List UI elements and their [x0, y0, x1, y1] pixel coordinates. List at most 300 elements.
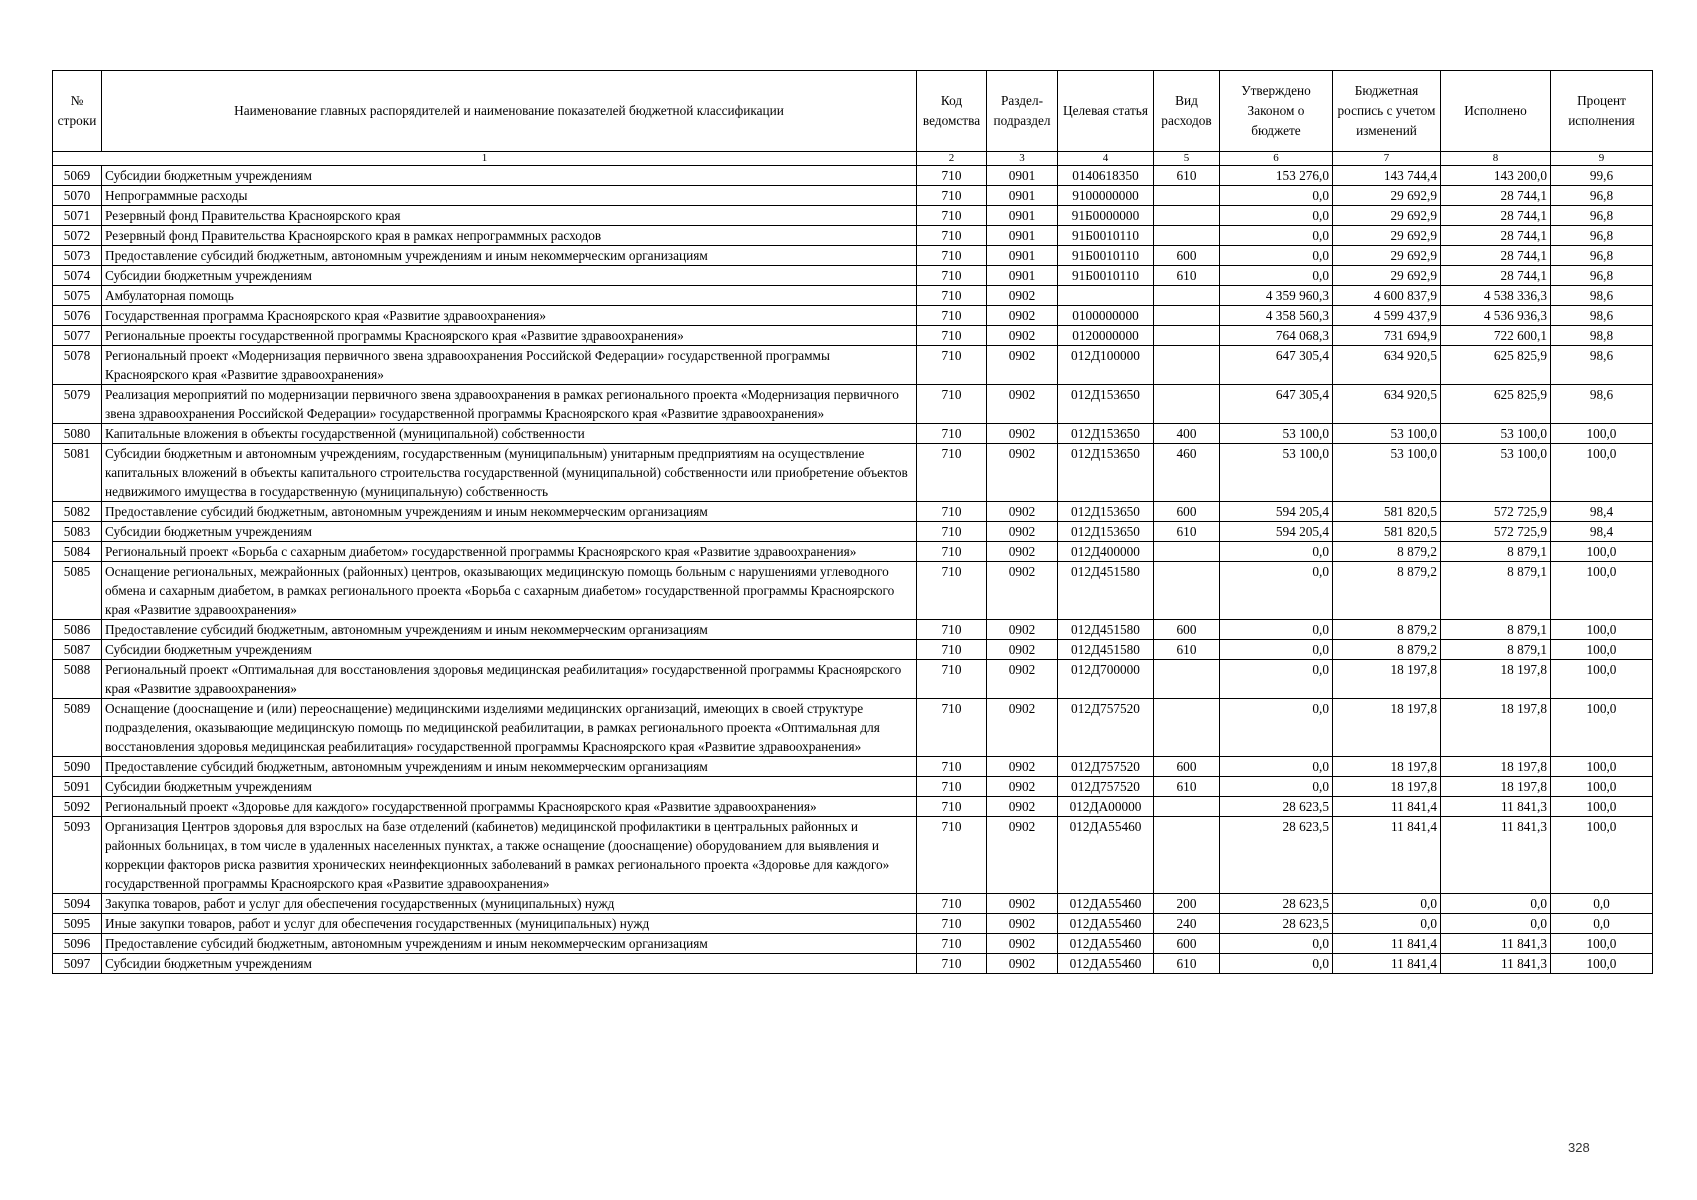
- expense-type: [1154, 326, 1220, 346]
- row-name: Закупка товаров, работ и услуг для обеспечения государственных (муниципальных) нужд: [102, 894, 917, 914]
- col-header-section: Раздел-подраздел: [987, 71, 1058, 152]
- row-name: Непрограммные расходы: [102, 186, 917, 206]
- row-number: 5083: [53, 522, 102, 542]
- approved-amount: 53 100,0: [1220, 424, 1333, 444]
- col-header-expense-type: Вид расходов: [1154, 71, 1220, 152]
- row-number: 5096: [53, 934, 102, 954]
- execution-percent: 98,4: [1551, 502, 1653, 522]
- approved-amount: 0,0: [1220, 777, 1333, 797]
- department-code: 710: [917, 166, 987, 186]
- approved-amount: 4 359 960,3: [1220, 286, 1333, 306]
- target-article: 012ДА00000: [1058, 797, 1154, 817]
- table-row: [53, 914, 1653, 934]
- row-name: Предоставление субсидий бюджетным, автономным учреждениям и иным некоммерческим организациям: [102, 246, 917, 266]
- department-code: 710: [917, 640, 987, 660]
- executed-amount: 11 841,3: [1441, 934, 1551, 954]
- row-name: Организация Центров здоровья для взрослых на базе отделений (кабинетов) медицинской профилактики в центральных районных и районных больницах, в том числе в удаленных населенных пунктах, а также оснащение (дооснащение) оборудованием для выявления и коррекции факторов риска развития хронических неинфекционных заболеваний в рамках регионального проекта «Здоровье для каждого» государственной программы Красноярского края «Развитие здравоохранения»: [102, 817, 917, 894]
- department-code: 710: [917, 385, 987, 424]
- budget-table: [52, 70, 1653, 974]
- table-row: [53, 206, 1653, 226]
- target-article: 0100000000: [1058, 306, 1154, 326]
- department-code: 710: [917, 914, 987, 934]
- approved-amount: 0,0: [1220, 226, 1333, 246]
- executed-amount: 53 100,0: [1441, 424, 1551, 444]
- section-code: 0902: [987, 757, 1058, 777]
- expense-type: 610: [1154, 266, 1220, 286]
- row-number: 5095: [53, 914, 102, 934]
- row-number: 5069: [53, 166, 102, 186]
- row-name: Оснащение (дооснащение и (или) переоснащение) медицинскими изделиями медицинских организаций, имеющих в своей структуре подразделения, оказывающие медицинскую помощь по медицинской реабилитации, в рамках регионального проекта «Оптимальная для восстановления здоровья медицинская реабилитация» государственной программы Красноярского края «Развитие здравоохранения»: [102, 699, 917, 757]
- executed-amount: 18 197,8: [1441, 777, 1551, 797]
- row-name: Субсидии бюджетным учреждениям: [102, 640, 917, 660]
- budget-schedule-amount: 29 692,9: [1333, 246, 1441, 266]
- department-code: 710: [917, 206, 987, 226]
- section-code: 0902: [987, 286, 1058, 306]
- target-article: 0120000000: [1058, 326, 1154, 346]
- row-number: 5070: [53, 186, 102, 206]
- budget-schedule-amount: 581 820,5: [1333, 522, 1441, 542]
- section-code: 0902: [987, 385, 1058, 424]
- expense-type: [1154, 817, 1220, 894]
- approved-amount: 0,0: [1220, 757, 1333, 777]
- department-code: 710: [917, 620, 987, 640]
- expense-type: 600: [1154, 757, 1220, 777]
- execution-percent: 98,6: [1551, 306, 1653, 326]
- table-row: [53, 286, 1653, 306]
- expense-type: 610: [1154, 640, 1220, 660]
- target-article: 012Д451580: [1058, 620, 1154, 640]
- execution-percent: 100,0: [1551, 424, 1653, 444]
- row-name: Резервный фонд Правительства Красноярского края: [102, 206, 917, 226]
- execution-percent: 99,6: [1551, 166, 1653, 186]
- budget-schedule-amount: 29 692,9: [1333, 226, 1441, 246]
- budget-schedule-amount: 0,0: [1333, 894, 1441, 914]
- approved-amount: 0,0: [1220, 934, 1333, 954]
- section-code: 0902: [987, 620, 1058, 640]
- section-code: 0902: [987, 699, 1058, 757]
- approved-amount: 28 623,5: [1220, 797, 1333, 817]
- row-number: 5091: [53, 777, 102, 797]
- row-name: Субсидии бюджетным учреждениям: [102, 266, 917, 286]
- target-article: 012ДА55460: [1058, 817, 1154, 894]
- target-article: 012Д757520: [1058, 777, 1154, 797]
- target-article: 012Д757520: [1058, 757, 1154, 777]
- row-number: 5089: [53, 699, 102, 757]
- expense-type: 240: [1154, 914, 1220, 934]
- expense-type: 460: [1154, 444, 1220, 502]
- table-row: [53, 424, 1653, 444]
- executed-amount: 8 879,1: [1441, 542, 1551, 562]
- budget-schedule-amount: 634 920,5: [1333, 346, 1441, 385]
- section-code: 0902: [987, 777, 1058, 797]
- execution-percent: 100,0: [1551, 797, 1653, 817]
- execution-percent: 100,0: [1551, 757, 1653, 777]
- executed-amount: 0,0: [1441, 914, 1551, 934]
- expense-type: [1154, 186, 1220, 206]
- approved-amount: 0,0: [1220, 246, 1333, 266]
- execution-percent: 96,8: [1551, 266, 1653, 286]
- section-code: 0902: [987, 914, 1058, 934]
- expense-type: 600: [1154, 246, 1220, 266]
- row-number: 5087: [53, 640, 102, 660]
- row-number: 5093: [53, 817, 102, 894]
- section-code: 0902: [987, 502, 1058, 522]
- table-row: [53, 226, 1653, 246]
- table-row: [53, 954, 1653, 974]
- department-code: 710: [917, 306, 987, 326]
- section-code: 0902: [987, 660, 1058, 699]
- department-code: 710: [917, 246, 987, 266]
- col-header-executed: Исполнено: [1441, 71, 1551, 152]
- col-number: 9: [1551, 152, 1653, 166]
- expense-type: [1154, 206, 1220, 226]
- execution-percent: 98,6: [1551, 346, 1653, 385]
- section-code: 0901: [987, 266, 1058, 286]
- section-code: 0902: [987, 894, 1058, 914]
- col-number: 6: [1220, 152, 1333, 166]
- execution-percent: 100,0: [1551, 777, 1653, 797]
- approved-amount: 0,0: [1220, 266, 1333, 286]
- approved-amount: 0,0: [1220, 699, 1333, 757]
- target-article: 012Д757520: [1058, 699, 1154, 757]
- col-number: 2: [917, 152, 987, 166]
- budget-schedule-amount: 11 841,4: [1333, 954, 1441, 974]
- header-row: [53, 71, 1653, 152]
- section-code: 0902: [987, 562, 1058, 620]
- execution-percent: 96,8: [1551, 206, 1653, 226]
- budget-schedule-amount: 11 841,4: [1333, 934, 1441, 954]
- expense-type: 200: [1154, 894, 1220, 914]
- target-article: 012Д153650: [1058, 424, 1154, 444]
- approved-amount: 647 305,4: [1220, 385, 1333, 424]
- table-row: [53, 266, 1653, 286]
- target-article: 0140618350: [1058, 166, 1154, 186]
- budget-schedule-amount: 4 600 837,9: [1333, 286, 1441, 306]
- col-header-budget-schedule: Бюджетная роспись с учетом изменений: [1333, 71, 1441, 152]
- budget-schedule-amount: 29 692,9: [1333, 266, 1441, 286]
- table-row: [53, 640, 1653, 660]
- target-article: 012Д400000: [1058, 542, 1154, 562]
- target-article: 012Д153650: [1058, 502, 1154, 522]
- section-code: 0901: [987, 166, 1058, 186]
- approved-amount: 0,0: [1220, 640, 1333, 660]
- execution-percent: 98,8: [1551, 326, 1653, 346]
- row-number: 5084: [53, 542, 102, 562]
- executed-amount: 18 197,8: [1441, 660, 1551, 699]
- executed-amount: 18 197,8: [1441, 757, 1551, 777]
- table-row: [53, 326, 1653, 346]
- section-code: 0902: [987, 934, 1058, 954]
- row-name: Субсидии бюджетным учреждениям: [102, 777, 917, 797]
- target-article: 91Б0010110: [1058, 226, 1154, 246]
- col-number: 7: [1333, 152, 1441, 166]
- expense-type: [1154, 797, 1220, 817]
- row-number: 5090: [53, 757, 102, 777]
- approved-amount: 0,0: [1220, 620, 1333, 640]
- department-code: 710: [917, 934, 987, 954]
- expense-type: [1154, 562, 1220, 620]
- executed-amount: 28 744,1: [1441, 226, 1551, 246]
- execution-percent: 100,0: [1551, 640, 1653, 660]
- table-row: [53, 817, 1653, 894]
- execution-percent: 96,8: [1551, 226, 1653, 246]
- table-row: [53, 306, 1653, 326]
- table-row: [53, 246, 1653, 266]
- department-code: 710: [917, 954, 987, 974]
- col-number: 4: [1058, 152, 1154, 166]
- execution-percent: 98,6: [1551, 286, 1653, 306]
- department-code: 710: [917, 502, 987, 522]
- table-row: [53, 699, 1653, 757]
- execution-percent: 100,0: [1551, 817, 1653, 894]
- col-header-target-article: Целевая статья: [1058, 71, 1154, 152]
- approved-amount: 4 358 560,3: [1220, 306, 1333, 326]
- row-number: 5074: [53, 266, 102, 286]
- row-number: 5071: [53, 206, 102, 226]
- section-code: 0902: [987, 797, 1058, 817]
- execution-percent: 100,0: [1551, 562, 1653, 620]
- execution-percent: 100,0: [1551, 444, 1653, 502]
- executed-amount: 4 536 936,3: [1441, 306, 1551, 326]
- target-article: 91Б0000000: [1058, 206, 1154, 226]
- target-article: 012Д153650: [1058, 522, 1154, 542]
- section-code: 0902: [987, 326, 1058, 346]
- budget-schedule-amount: 4 599 437,9: [1333, 306, 1441, 326]
- executed-amount: 143 200,0: [1441, 166, 1551, 186]
- approved-amount: 53 100,0: [1220, 444, 1333, 502]
- table-row: [53, 444, 1653, 502]
- budget-schedule-amount: 731 694,9: [1333, 326, 1441, 346]
- executed-amount: 28 744,1: [1441, 246, 1551, 266]
- budget-schedule-amount: 18 197,8: [1333, 660, 1441, 699]
- row-number: 5077: [53, 326, 102, 346]
- table-row: [53, 562, 1653, 620]
- table-row: [53, 660, 1653, 699]
- executed-amount: 572 725,9: [1441, 502, 1551, 522]
- budget-schedule-amount: 8 879,2: [1333, 620, 1441, 640]
- budget-schedule-amount: 143 744,4: [1333, 166, 1441, 186]
- target-article: 012Д100000: [1058, 346, 1154, 385]
- section-code: 0902: [987, 817, 1058, 894]
- row-number: 5088: [53, 660, 102, 699]
- approved-amount: 0,0: [1220, 186, 1333, 206]
- row-name: Оснащение региональных, межрайонных (районных) центров, оказывающих медицинскую помощь больным с нарушениями углеводного обмена и сахарным диабетом, в рамках регионального проекта «Борьба с сахарным диабетом» государственной программы Красноярского края «Развитие здравоохранения»: [102, 562, 917, 620]
- department-code: 710: [917, 346, 987, 385]
- expense-type: 400: [1154, 424, 1220, 444]
- executed-amount: 4 538 336,3: [1441, 286, 1551, 306]
- approved-amount: 0,0: [1220, 562, 1333, 620]
- row-name: Субсидии бюджетным учреждениям: [102, 954, 917, 974]
- budget-schedule-amount: 18 197,8: [1333, 757, 1441, 777]
- section-code: 0902: [987, 542, 1058, 562]
- expense-type: [1154, 286, 1220, 306]
- department-code: 710: [917, 186, 987, 206]
- department-code: 710: [917, 522, 987, 542]
- budget-schedule-amount: 11 841,4: [1333, 817, 1441, 894]
- row-number: 5075: [53, 286, 102, 306]
- col-header-percent: Процент исполнения: [1551, 71, 1653, 152]
- expense-type: 610: [1154, 166, 1220, 186]
- executed-amount: 625 825,9: [1441, 346, 1551, 385]
- budget-schedule-amount: 18 197,8: [1333, 699, 1441, 757]
- expense-type: 610: [1154, 954, 1220, 974]
- department-code: 710: [917, 424, 987, 444]
- budget-schedule-amount: 8 879,2: [1333, 542, 1441, 562]
- approved-amount: 28 623,5: [1220, 914, 1333, 934]
- row-name: Предоставление субсидий бюджетным, автономным учреждениям и иным некоммерческим организациям: [102, 934, 917, 954]
- executed-amount: 8 879,1: [1441, 620, 1551, 640]
- department-code: 710: [917, 562, 987, 620]
- target-article: 012ДА55460: [1058, 954, 1154, 974]
- expense-type: [1154, 385, 1220, 424]
- row-name: Региональный проект «Здоровье для каждого» государственной программы Красноярского края «Развитие здравоохранения»: [102, 797, 917, 817]
- row-number: 5092: [53, 797, 102, 817]
- col-header-name: Наименование главных распорядителей и наименование показателей бюджетной классификации: [102, 71, 917, 152]
- target-article: 012Д153650: [1058, 385, 1154, 424]
- execution-percent: 100,0: [1551, 620, 1653, 640]
- row-number: 5082: [53, 502, 102, 522]
- department-code: 710: [917, 660, 987, 699]
- col-header-row-number: № строки: [53, 71, 102, 152]
- row-name: Резервный фонд Правительства Красноярского края в рамках непрограммных расходов: [102, 226, 917, 246]
- target-article: [1058, 286, 1154, 306]
- section-code: 0901: [987, 246, 1058, 266]
- target-article: 012ДА55460: [1058, 894, 1154, 914]
- execution-percent: 100,0: [1551, 934, 1653, 954]
- approved-amount: 0,0: [1220, 542, 1333, 562]
- budget-schedule-amount: 53 100,0: [1333, 444, 1441, 502]
- execution-percent: 0,0: [1551, 894, 1653, 914]
- col-number: 3: [987, 152, 1058, 166]
- expense-type: 600: [1154, 502, 1220, 522]
- row-number: 5078: [53, 346, 102, 385]
- target-article: 012ДА55460: [1058, 934, 1154, 954]
- execution-percent: 96,8: [1551, 186, 1653, 206]
- expense-type: 610: [1154, 522, 1220, 542]
- target-article: 012Д153650: [1058, 444, 1154, 502]
- department-code: 710: [917, 699, 987, 757]
- row-name: Государственная программа Красноярского края «Развитие здравоохранения»: [102, 306, 917, 326]
- department-code: 710: [917, 444, 987, 502]
- row-name: Субсидии бюджетным учреждениям: [102, 166, 917, 186]
- executed-amount: 8 879,1: [1441, 640, 1551, 660]
- row-number: 5086: [53, 620, 102, 640]
- table-row: [53, 502, 1653, 522]
- executed-amount: 11 841,3: [1441, 954, 1551, 974]
- approved-amount: 764 068,3: [1220, 326, 1333, 346]
- target-article: 012Д451580: [1058, 640, 1154, 660]
- approved-amount: 647 305,4: [1220, 346, 1333, 385]
- table-row: [53, 797, 1653, 817]
- expense-type: [1154, 542, 1220, 562]
- department-code: 710: [917, 226, 987, 246]
- row-number: 5072: [53, 226, 102, 246]
- target-article: 012Д451580: [1058, 562, 1154, 620]
- executed-amount: 11 841,3: [1441, 817, 1551, 894]
- budget-schedule-amount: 8 879,2: [1333, 562, 1441, 620]
- row-name: Региональный проект «Борьба с сахарным диабетом» государственной программы Красноярского края «Развитие здравоохранения»: [102, 542, 917, 562]
- row-name: Капитальные вложения в объекты государственной (муниципальной) собственности: [102, 424, 917, 444]
- section-code: 0902: [987, 522, 1058, 542]
- expense-type: [1154, 660, 1220, 699]
- department-code: 710: [917, 894, 987, 914]
- expense-type: [1154, 306, 1220, 326]
- budget-schedule-amount: 581 820,5: [1333, 502, 1441, 522]
- col-header-approved: Утверждено Законом о бюджете: [1220, 71, 1333, 152]
- execution-percent: 100,0: [1551, 660, 1653, 699]
- budget-schedule-amount: 0,0: [1333, 914, 1441, 934]
- col-number: 8: [1441, 152, 1551, 166]
- row-name: Предоставление субсидий бюджетным, автономным учреждениям и иным некоммерческим организациям: [102, 620, 917, 640]
- executed-amount: 722 600,1: [1441, 326, 1551, 346]
- target-article: 91Б0010110: [1058, 266, 1154, 286]
- executed-amount: 28 744,1: [1441, 206, 1551, 226]
- execution-percent: 0,0: [1551, 914, 1653, 934]
- executed-amount: 8 879,1: [1441, 562, 1551, 620]
- budget-schedule-amount: 18 197,8: [1333, 777, 1441, 797]
- section-code: 0902: [987, 424, 1058, 444]
- section-code: 0902: [987, 954, 1058, 974]
- row-name: Амбулаторная помощь: [102, 286, 917, 306]
- row-name: Региональный проект «Модернизация первичного звена здравоохранения Российской Федерации» государственной программы Красноярского края «Развитие здравоохранения»: [102, 346, 917, 385]
- section-code: 0901: [987, 206, 1058, 226]
- column-number-row: [53, 152, 1653, 166]
- table-row: [53, 894, 1653, 914]
- executed-amount: 11 841,3: [1441, 797, 1551, 817]
- col-number: 1: [53, 152, 917, 166]
- approved-amount: 28 623,5: [1220, 817, 1333, 894]
- executed-amount: 625 825,9: [1441, 385, 1551, 424]
- section-code: 0902: [987, 444, 1058, 502]
- row-name: Предоставление субсидий бюджетным, автономным учреждениям и иным некоммерческим организациям: [102, 757, 917, 777]
- department-code: 710: [917, 797, 987, 817]
- execution-percent: 98,6: [1551, 385, 1653, 424]
- department-code: 710: [917, 542, 987, 562]
- target-article: 012ДА55460: [1058, 914, 1154, 934]
- table-row: [53, 620, 1653, 640]
- row-number: 5073: [53, 246, 102, 266]
- budget-schedule-amount: 29 692,9: [1333, 206, 1441, 226]
- expense-type: [1154, 346, 1220, 385]
- approved-amount: 0,0: [1220, 954, 1333, 974]
- table-row: [53, 346, 1653, 385]
- section-code: 0901: [987, 186, 1058, 206]
- department-code: 710: [917, 266, 987, 286]
- department-code: 710: [917, 817, 987, 894]
- department-code: 710: [917, 286, 987, 306]
- execution-percent: 100,0: [1551, 699, 1653, 757]
- row-number: 5085: [53, 562, 102, 620]
- budget-schedule-amount: 11 841,4: [1333, 797, 1441, 817]
- table-body: [53, 166, 1653, 974]
- execution-percent: 96,8: [1551, 246, 1653, 266]
- expense-type: 610: [1154, 777, 1220, 797]
- section-code: 0901: [987, 226, 1058, 246]
- budget-schedule-amount: 634 920,5: [1333, 385, 1441, 424]
- executed-amount: 28 744,1: [1441, 186, 1551, 206]
- table-row: [53, 757, 1653, 777]
- section-code: 0902: [987, 640, 1058, 660]
- row-name: Субсидии бюджетным и автономным учреждениям, государственным (муниципальным) унитарным предприятиям на осуществление капитальных вложений в объекты капитального строительства государственной (муниципальной) собственности или приобретение объектов недвижимого имущества в государственную (муниципальную) собственность: [102, 444, 917, 502]
- executed-amount: 0,0: [1441, 894, 1551, 914]
- expense-type: [1154, 699, 1220, 757]
- executed-amount: 53 100,0: [1441, 444, 1551, 502]
- table-row: [53, 522, 1653, 542]
- row-number: 5094: [53, 894, 102, 914]
- col-header-department-code: Код ведомства: [917, 71, 987, 152]
- col-number: 5: [1154, 152, 1220, 166]
- page-number: 328: [1568, 1140, 1590, 1155]
